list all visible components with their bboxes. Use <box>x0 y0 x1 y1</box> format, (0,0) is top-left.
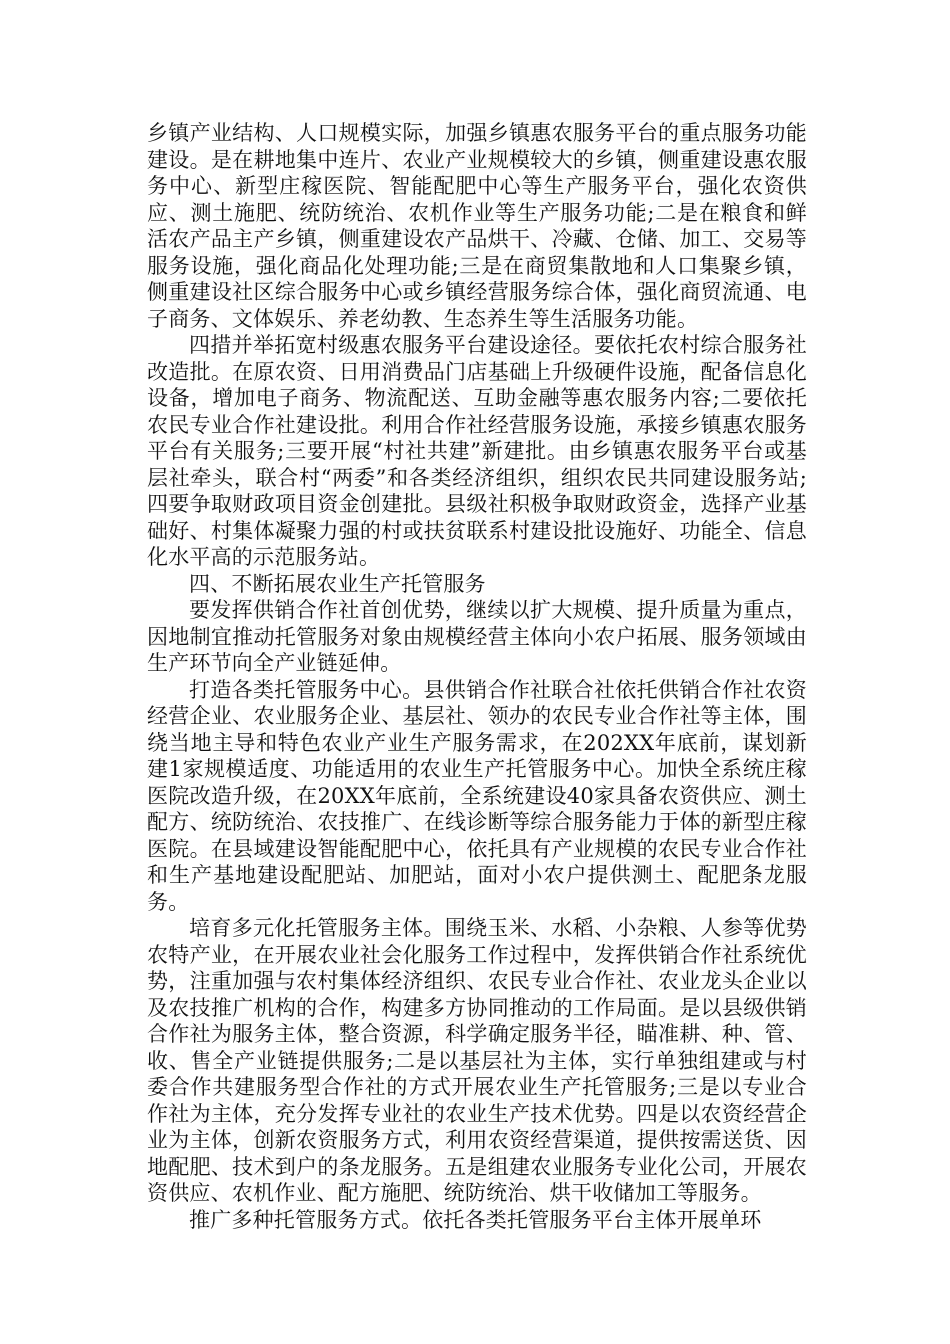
section-heading-trusteeship: 四、不断拓展农业生产托管服务 <box>189 571 486 596</box>
paragraph-service-methods: 推广多种托管服务方式。依托各类托管服务平台主体开展单环 <box>189 1207 762 1232</box>
paragraph-service-entities: 培育多元化托管服务主体。围绕玉米、水稻、小杂粮、人参等优势农特产业，在开展农业社会化服务工作过程中，发挥供销合作社系统优势，注重加强与农村集体经济组织、农民专业合作社、农业龙头企业以及农技推广机构的合作，构建多方协同推动的工作局面。是以县级供销合作社为服务主体，整合资源，科学确定服务半径，瞄准耕、种、管、收、售全产业链提供服务;二是以基层社为主体，实行单独组建或与村委合作共建服务型合作社的方式开展农业生产托管服务;三是以专业合作社为主体，充分发挥专业社的农业生产技术优势。四是以农资经营企业为主体，创新农资服务方式，利用农资经营渠道，提供按需送货、因地配肥、技术到户的条龙服务。五是组建农业服务专业化公司，开展农资供应、农机作业、配方施肥、统防统治、烘干收储加工等服务。 <box>147 916 807 1205</box>
document-body <box>147 120 807 1233</box>
paragraph-township-platform: 乡镇产业结构、人口规模实际，加强乡镇惠农服务平台的重点服务功能建设。是在耕地集中连片、农业产业规模较大的乡镇，侧重建设惠农服务中心、新型庄稼医院、智能配肥中心等生产服务平台，强化农资供应、测土施肥、统防统治、农机作业等生产服务功能;二是在粮食和鲜活农产品主产乡镇，侧重建设农产品烘干、冷藏、仓储、加工、交易等服务设施，强化商品化处理功能;三是在商贸集散地和人口集聚乡镇，侧重建设社区综合服务中心或乡镇经营服务综合体，强化商贸流通、电子商务、文体娱乐、养老幼教、生态养生等生活服务功能。 <box>147 121 807 331</box>
paragraph-village-platform: 四措并举拓宽村级惠农服务平台建设途径。要依托农村综合服务社改造批。在原农资、日用消费品门店基础上升级硬件设施，配备信息化设备，增加电子商务、物流配送、互助金融等惠农服务内容;二要依托农民专业合作社建设批。利用合作社经营服务设施，承接乡镇惠农服务平台有关服务;三要开展“村社共建”新建批。由乡镇惠农服务平台或基层社牵头，联合村“两委”和各类经济组织，组织农民共同建设服务站;四要争取财政项目资金创建批。县级社积极争取财政资金，选择产业基础好、村集体凝聚力强的村或扶贫联系村建设批设施好、功能全、信息化水平高的示范服务站。 <box>147 333 807 569</box>
paragraph-trusteeship-intro: 要发挥供销合作社首创优势，继续以扩大规模、提升质量为重点，因地制宜推动托管服务对象由规模经营主体向小农户拓展、服务领域由生产环节向全产业链延伸。 <box>147 598 807 675</box>
paragraph-service-centers: 打造各类托管服务中心。县供销合作社联合社依托供销合作社农资经营企业、农业服务企业、基层社、领办的农民专业合作社等主体，围绕当地主导和特色农业产业生产服务需求，在202XX年底前，谋划新建1家规模适度、功能适用的农业生产托管服务中心。加快全系统庄稼医院改造升级，在20XX年底前，全系统建设40家具备农资供应、测土配方、统防统治、农技推广、在线诊断等综合服务能力于体的新型庄稼医院。在县域建设智能配肥中心，依托具有产业规模的农民专业合作社和生产基地建设配肥站、加肥站，面对小农户提供测土、配肥条龙服务。 <box>147 677 807 914</box>
